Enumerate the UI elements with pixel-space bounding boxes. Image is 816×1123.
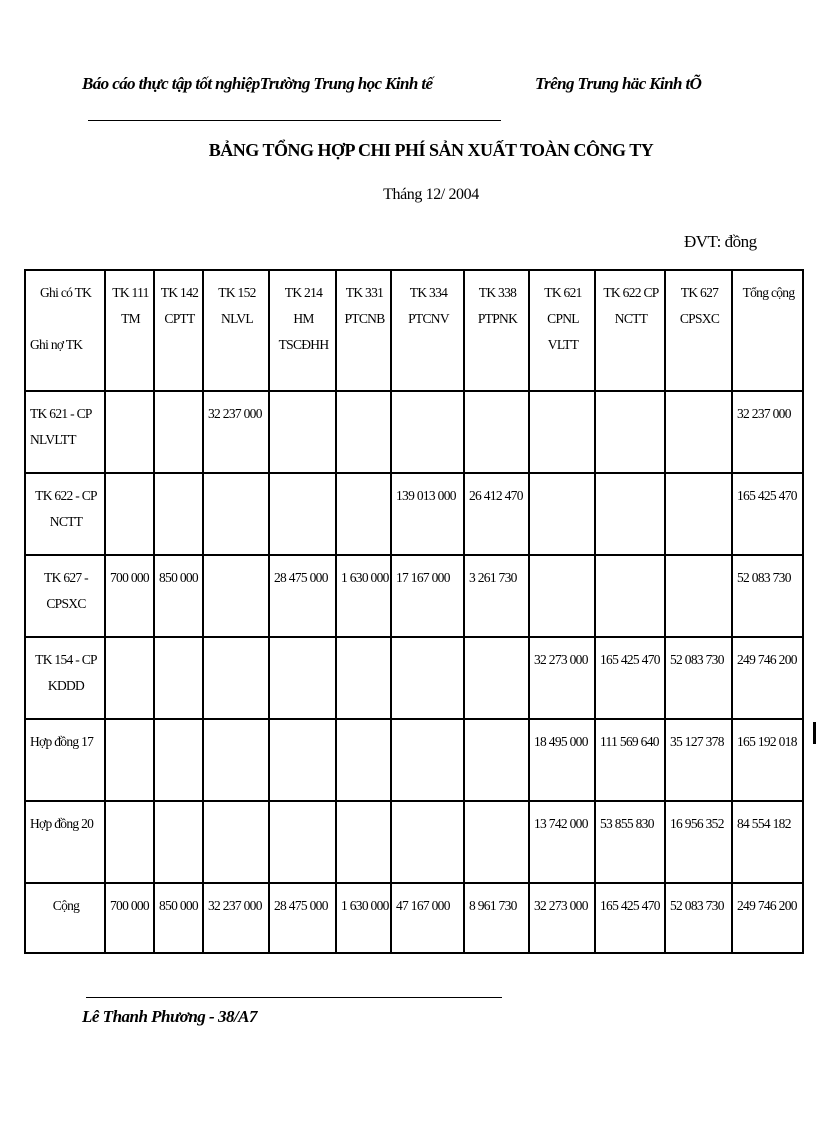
table-cell: 8 961 730 xyxy=(464,883,529,953)
table-cell xyxy=(269,473,336,555)
table-row xyxy=(25,801,803,883)
footer-divider xyxy=(86,997,502,998)
table-cell xyxy=(203,801,269,883)
column-header: TK 111 TM xyxy=(105,270,154,391)
table-cell: 139 013 000 xyxy=(391,473,464,555)
table-cell: 53 855 830 xyxy=(595,801,665,883)
table-cell xyxy=(105,473,154,555)
column-header: TK 627 CPSXC xyxy=(665,270,732,391)
table-cell xyxy=(595,473,665,555)
footer-author: Lê Thanh Phương - 38/A7 xyxy=(82,1007,258,1026)
table-cell: 13 742 000 xyxy=(529,801,595,883)
total-cell: 165 192 018 xyxy=(732,719,803,801)
table-cell: 32 237 000 xyxy=(203,391,269,473)
table-cell: 700 000 xyxy=(105,883,154,953)
column-header: TK 622 CP NCTT xyxy=(595,270,665,391)
table-cell xyxy=(464,719,529,801)
table-cell: 32 237 000 xyxy=(203,883,269,953)
table-cell: 26 412 470 xyxy=(464,473,529,555)
total-cell: 249 746 200 xyxy=(732,883,803,953)
table-body xyxy=(25,391,803,953)
table-cell xyxy=(269,637,336,719)
table-cell xyxy=(336,637,391,719)
table-row xyxy=(25,391,803,473)
table-cell xyxy=(665,473,732,555)
table-cell xyxy=(336,719,391,801)
table-cell xyxy=(529,391,595,473)
table-cell: 18 495 000 xyxy=(529,719,595,801)
column-header-total: Tổng cộng xyxy=(732,270,803,391)
table-cell xyxy=(269,719,336,801)
table-cell xyxy=(105,391,154,473)
table-cell: 165 425 470 xyxy=(595,637,665,719)
table-cell: 32 273 000 xyxy=(529,637,595,719)
total-cell: 249 746 200 xyxy=(732,637,803,719)
table-cell xyxy=(391,391,464,473)
column-header: TK 334 PTCNV xyxy=(391,270,464,391)
corner-credit-label: Ghi có TK xyxy=(40,285,92,300)
table-cell xyxy=(529,473,595,555)
table-row xyxy=(25,473,803,555)
column-header: TK 621 CPNL VLTT xyxy=(529,270,595,391)
row-label: Cộng xyxy=(25,883,105,953)
total-cell: 32 237 000 xyxy=(732,391,803,473)
column-header: TK 142 CPTT xyxy=(154,270,203,391)
header-school-right: Trêng Trung häc Kinh tÕ xyxy=(535,74,702,93)
table-cell xyxy=(665,391,732,473)
table-cell: 28 475 000 xyxy=(269,555,336,637)
table-cell: 850 000 xyxy=(154,883,203,953)
document-title: BẢNG TỔNG HỢP CHI PHÍ SẢN XUẤT TOÀN CÔNG TY xyxy=(208,140,654,160)
table-cell xyxy=(336,473,391,555)
row-label: Hợp đồng 17 xyxy=(25,719,105,801)
table-cell xyxy=(269,801,336,883)
table-cell: 28 475 000 xyxy=(269,883,336,953)
table-cell xyxy=(154,473,203,555)
table-cell xyxy=(529,555,595,637)
table-cell xyxy=(105,801,154,883)
total-cell: 84 554 182 xyxy=(732,801,803,883)
table-cell: 1 630 000 xyxy=(336,555,391,637)
table-cell: 32 273 000 xyxy=(529,883,595,953)
column-header: TK 214 HM TSCĐHH xyxy=(269,270,336,391)
table-row xyxy=(25,883,803,953)
table-cell xyxy=(464,801,529,883)
table-cell xyxy=(391,719,464,801)
table-cell xyxy=(336,391,391,473)
document-subtitle: Tháng 12/ 2004 xyxy=(383,186,479,203)
corner-debit-label: Ghi nợ TK xyxy=(30,337,83,352)
table-cell: 3 261 730 xyxy=(464,555,529,637)
table-cell xyxy=(391,637,464,719)
table-cell xyxy=(665,555,732,637)
row-label: TK 627 - CPSXC xyxy=(25,555,105,637)
table-header-row xyxy=(25,270,803,391)
header-school-left: Báo cáo thực tập tốt nghiệpTrường Trung học Kinh tế xyxy=(82,74,433,93)
table-cell xyxy=(203,555,269,637)
currency-unit: ĐVT: đồng xyxy=(684,232,757,251)
table-cell xyxy=(595,391,665,473)
corner-header xyxy=(25,270,105,391)
table-cell xyxy=(154,719,203,801)
table-cell xyxy=(105,637,154,719)
header-divider xyxy=(88,120,501,121)
table-cell: 700 000 xyxy=(105,555,154,637)
table-row xyxy=(25,637,803,719)
table-cell xyxy=(154,801,203,883)
table-cell: 17 167 000 xyxy=(391,555,464,637)
table-row xyxy=(25,719,803,801)
table-cell xyxy=(203,719,269,801)
table-cell: 52 083 730 xyxy=(665,883,732,953)
table-cell: 35 127 378 xyxy=(665,719,732,801)
table-cell: 1 630 000 xyxy=(336,883,391,953)
table-cell xyxy=(203,473,269,555)
table-cell xyxy=(154,391,203,473)
table-cell: 16 956 352 xyxy=(665,801,732,883)
table-cell xyxy=(154,637,203,719)
table-row xyxy=(25,555,803,637)
table-cell: 111 569 640 xyxy=(595,719,665,801)
table-cell xyxy=(595,555,665,637)
table-cell xyxy=(336,801,391,883)
row-label: TK 622 - CP NCTT xyxy=(25,473,105,555)
table-cell xyxy=(391,801,464,883)
table-cell xyxy=(464,637,529,719)
table-cell xyxy=(269,391,336,473)
cost-summary-table xyxy=(24,269,804,954)
total-cell: 165 425 470 xyxy=(732,473,803,555)
row-label: TK 621 - CP NLVLTT xyxy=(25,391,105,473)
table-cell: 850 000 xyxy=(154,555,203,637)
table-cell: 47 167 000 xyxy=(391,883,464,953)
table-cell: 165 425 470 xyxy=(595,883,665,953)
table-cell xyxy=(203,637,269,719)
row-label: TK 154 - CP KDDD xyxy=(25,637,105,719)
table-cell: 52 083 730 xyxy=(665,637,732,719)
column-header: TK 152 NLVL xyxy=(203,270,269,391)
total-cell: 52 083 730 xyxy=(732,555,803,637)
row-label: Hợp đồng 20 xyxy=(25,801,105,883)
table-cell xyxy=(464,391,529,473)
column-header: TK 331 PTCNB xyxy=(336,270,391,391)
table-cell xyxy=(105,719,154,801)
column-header: TK 338 PTPNK xyxy=(464,270,529,391)
